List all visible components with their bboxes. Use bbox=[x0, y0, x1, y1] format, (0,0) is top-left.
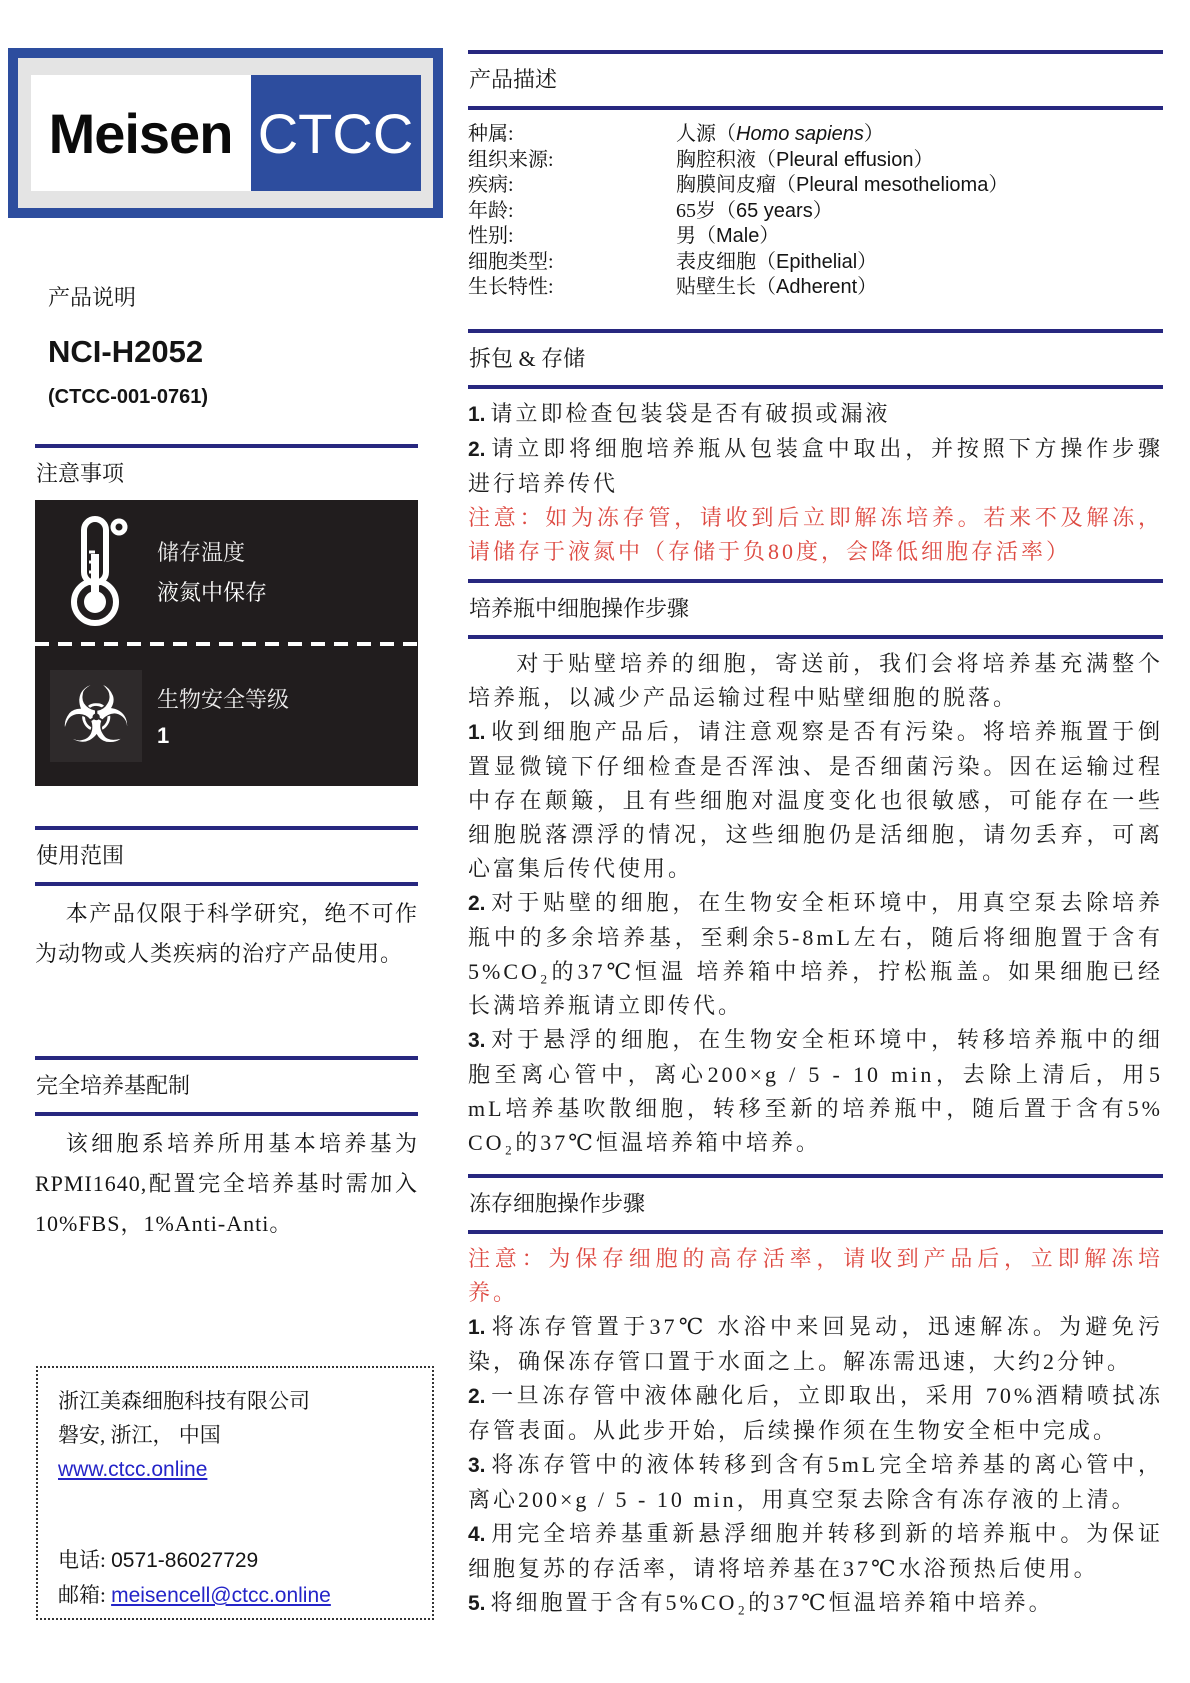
logo-strip bbox=[31, 75, 421, 191]
company-logo bbox=[8, 48, 443, 218]
usage-section bbox=[35, 826, 418, 974]
biosafety-value: 1 bbox=[157, 723, 170, 748]
description-heading: 产品描述 bbox=[469, 67, 558, 92]
catalog-number: (CTCC-001-0761) bbox=[48, 386, 209, 408]
flask-heading: 培养瓶中细胞操作步骤 bbox=[469, 595, 690, 621]
notice-heading: 注意事项 bbox=[36, 461, 125, 486]
list-item: 1. 将冻存管置于37℃ 水浴中来回晃动，迅速解冻。为避免污染，确保冻存管口置于水面之上。解冻需迅速，大约2分钟。 bbox=[468, 1313, 1163, 1374]
section-heading-medium bbox=[35, 1056, 418, 1116]
storage-temp-label: 储存温度 bbox=[157, 539, 246, 565]
storage-temp-value: 液氮中保存 bbox=[157, 579, 268, 605]
logo-ctcc-text: CTCC bbox=[251, 75, 421, 191]
section-heading-product-description bbox=[468, 50, 1163, 110]
section-heading-flask-steps bbox=[468, 579, 1163, 639]
list-item: 2. 请立即将细胞培养瓶从包装盒中取出，并按照下方操作步骤进行培养传代 bbox=[468, 435, 1163, 496]
product-name: NCI-H2052 bbox=[48, 334, 204, 369]
biohazard-icon: ☣ bbox=[35, 670, 157, 762]
storage-temp-row bbox=[35, 500, 418, 642]
biosafety-label: 生物安全等级 bbox=[157, 687, 290, 712]
email-link[interactable]: meisencell@ctcc.online bbox=[111, 1584, 331, 1607]
company-name: 浙江美森细胞科技有限公司 bbox=[58, 1389, 310, 1413]
biosafety-text bbox=[157, 683, 289, 749]
email-label: 邮箱: bbox=[58, 1583, 106, 1607]
usage-text: 本产品仅限于科学研究，绝不可作为动物或人类疾病的治疗产品使用。 bbox=[35, 901, 418, 966]
medium-section bbox=[35, 1056, 418, 1244]
phone-line bbox=[58, 1543, 418, 1578]
storage-temp-text bbox=[157, 536, 267, 607]
freeze-heading: 冻存细胞操作步骤 bbox=[469, 1190, 646, 1216]
list-item: 1. 请立即检查包装袋是否有破损或漏液 bbox=[468, 400, 891, 426]
product-spec-table bbox=[468, 122, 1163, 301]
alert-note: 注意：如为冻存管，请收到后立即解冻培养。若来不及解冻，请储存于液氮中（存储于负80度，会降低细胞存活率） bbox=[468, 504, 1163, 564]
section-heading-unpack-storage bbox=[468, 329, 1163, 389]
alert-note: 注意：为保存细胞的高存活率，请收到产品后，立即解冻培养。 bbox=[468, 1245, 1163, 1305]
unpack-list bbox=[468, 397, 1163, 569]
notice-box bbox=[35, 500, 418, 786]
medium-heading: 完全培养基配制 bbox=[36, 1073, 191, 1098]
phone-number: 0571-86027729 bbox=[111, 1549, 259, 1572]
list-item: 4. 用完全培养基重新悬浮细胞并转移到新的培养瓶中。为保证细胞复苏的存活率，请将培养基在37℃水浴预热后使用。 bbox=[468, 1520, 1163, 1581]
list-item: 5. 将细胞置于含有5%CO₂的37℃恒温培养箱中培养。 bbox=[468, 1589, 1054, 1615]
list-item: 3. 将冻存管中的液体转移到含有5mL完全培养基的离心管中，离心200×g / 5 - 10 min，用真空泵去除含有冻存液的上清。 bbox=[468, 1451, 1163, 1512]
spec-row-disease: 疾病: 胸膜间皮瘤（Pleural mesothelioma） bbox=[468, 174, 1009, 196]
email-line bbox=[58, 1578, 418, 1613]
phone-label: 电话: bbox=[58, 1548, 106, 1572]
spec-row-species: 种属: 人源（Homo sapiens） bbox=[468, 123, 884, 145]
contact-box bbox=[36, 1366, 434, 1620]
section-heading-usage bbox=[35, 826, 418, 886]
section-heading-freeze-steps bbox=[468, 1174, 1163, 1234]
logo-meisen-text: Meisen bbox=[31, 75, 251, 191]
usage-heading: 使用范围 bbox=[36, 843, 125, 868]
notice-section bbox=[35, 444, 418, 786]
list-item: 2. 对于贴壁的细胞，在生物安全柜环境中，用真空泵去除培养瓶中的多余培养基，至剩余5-8mL左右，随后将细胞置于含有5%CO₂的37℃恒温 培养箱中培养，拧松瓶盖。如果细胞已经长满培养瓶请立即传代。 bbox=[468, 889, 1163, 1018]
list-item: 1. 收到细胞产品后，请注意观察是否有污染。将培养瓶置于倒置显微镜下仔细检查是否浑浊、是否细菌污染。因在运输过程中存在颠簸，且有些细胞对温度变化也很敏感，可能存在一些细胞脱落漂浮的情况，这些细胞仍是活细胞，请勿丢弃，可离心富集后传代使用。 bbox=[468, 718, 1163, 881]
freeze-steps bbox=[468, 1242, 1163, 1621]
list-item: 3. 对于悬浮的细胞，在生物安全柜环境中，转移培养瓶中的细胞至离心管中，离心200×g / 5 - 10 min，去除上清后，用5 mL培养基吹散细胞，转移至新的培养瓶中，随后置于含有5% CO₂的37℃恒温培养箱中培养。 bbox=[468, 1026, 1163, 1155]
biosafety-row bbox=[35, 646, 418, 786]
list-item: 2. 一旦冻存管中液体融化后，立即取出，采用 70%酒精喷拭冻存管表面。从此步开始，后续操作须在生物安全柜中完成。 bbox=[468, 1382, 1163, 1443]
section-heading-notice bbox=[35, 444, 418, 500]
spec-row-tissue: 组织来源: 胸腔积液（Pleural effusion） bbox=[468, 148, 934, 171]
unpack-heading: 拆包 & 存储 bbox=[469, 345, 586, 371]
right-column bbox=[468, 0, 1163, 1621]
thermometer-icon bbox=[35, 514, 157, 628]
flask-intro: 对于贴壁培养的细胞，寄送前，我们会将培养基充满整个培养瓶，以减少产品运输过程中贴壁细胞的脱落。 bbox=[468, 650, 1163, 710]
spec-row-growth: 生长特性: 贴壁生长（Adherent） bbox=[468, 276, 878, 298]
website-link[interactable]: www.ctcc.online bbox=[58, 1458, 208, 1481]
doc-type-label: 产品说明 bbox=[48, 285, 137, 310]
flask-steps bbox=[468, 647, 1163, 1160]
medium-text: 该细胞系培养所用基本培养基为RPMI1640,配置完全培养基时需加入10%FBS，1%Anti-Anti。 bbox=[35, 1131, 418, 1236]
spec-row-gender: 性别: 男（Male） bbox=[468, 225, 780, 247]
spec-row-age: 年龄: 65岁（65 years） bbox=[468, 199, 833, 222]
spec-row-cell-type: 细胞类型: 表皮细胞（Epithelial） bbox=[468, 250, 878, 273]
company-address: 磐安, 浙江， 中国 bbox=[58, 1423, 221, 1447]
contact-spacer bbox=[58, 1487, 418, 1543]
